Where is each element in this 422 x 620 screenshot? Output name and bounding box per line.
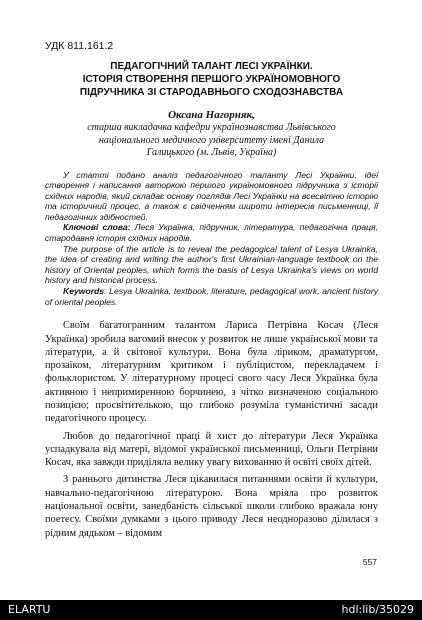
udc-code: УДК 811.161.2	[45, 40, 114, 52]
title-line: ІСТОРІЯ СТВОРЕННЯ ПЕРШОГО УКРАЇНОМОВНОГО	[82, 74, 341, 85]
body-paragraph: Любов до педагогічної праці й хист до літератури Леся Українка успадкувала від матері, відомої української письменниці, Ольги Петрівни Косач, яка завжди приділяла велику увагу вихованню й освіті своїх дітей.	[45, 430, 378, 469]
abstract-english: The purpose of the article is to reveal the pedagogical talent of Lesya Ukrainka, the idea of creating and writing the author's first Ukrainian-language textbook on the history of Oriental peoples, which forms the basis of Lesya Ukrainka's views on world history and historical process.	[45, 243, 378, 286]
affiliation-line: національного медичного університету імені Данила	[98, 134, 325, 146]
repository-name: ELARTU	[8, 603, 51, 616]
keywords-english	[45, 286, 378, 307]
body-paragraph: Своїм багатогранним талантом Лариса Петрівна Косач (Леся Українка) зробила вагомий внесок у розвиток не лише української мови та літератури, а й світової культури. Вона була ліриком, драматургом, прозаїком, літературним критиком і публіцистом, перекладачем і фольклористом. У літературному процесі свого часу Леся Українка була активною і непримиренною борчинею, з чітко визначеною соціальною позицією; просвітителькою, що глибоко розуміла гуманістичні засади педагогічного процесу.	[45, 320, 378, 425]
abstract-ukrainian: У статті подано аналіз педагогічного таланту Лесі Українки, ідеї створення і написання авторкою першого україномовного підручника з історії східних народів, який складає основу поглядів Лесі Українки на всесвітню історію та історичний процес, а також є свідченням широти інтересів письменниці, її педагогічних здібностей.	[45, 169, 378, 222]
title-line: ПЕДАГОГІЧНИЙ ТАЛАНТ ЛЕСІ УКРАЇНКИ.	[110, 61, 313, 72]
keywords-label: Ключові слова:	[63, 222, 131, 233]
title-line: ПІДРУЧНИКА ЗІ СТАРОДАВНЬОГО СХОДОЗНАВСТВА	[79, 87, 344, 98]
keywords-ukrainian	[45, 222, 378, 243]
affiliation-line: Галицького (м. Львів, Україна)	[146, 147, 277, 158]
repository-footer	[0, 600, 422, 620]
page-number: 557	[362, 557, 377, 567]
article-title	[51, 60, 372, 99]
body-paragraph: З раннього дитинства Леся цікавилася питаннями освіти й культури, навчально-педагогічною літературою. Вона мріяла про розвиток національної освіти, занедбаність сільської школи глибоко вражала юну поетесу. Своїми думками з цього приводу Леся неодноразово ділилася з рідним дядьком – відомим	[45, 474, 378, 539]
author-name: Оксана Нагорняк,	[168, 109, 255, 121]
affiliation-line: старша викладачка кафедри українознавства Львівського	[87, 122, 336, 133]
abstract-block	[45, 170, 378, 308]
article-body	[45, 319, 378, 540]
author-affiliation	[45, 122, 378, 160]
keywords-text: : Lesya Ukrainka, textbook, literature, pedagogical work, ancient history of oriental peoples.	[45, 286, 378, 307]
keywords-label: Keywords	[63, 286, 105, 297]
keywords-text: Леся Українка, підручник, література, педагогічна праця, стародавня історія східних народів.	[45, 222, 378, 244]
handle-id[interactable]: hdl:lib/35029	[341, 603, 414, 616]
